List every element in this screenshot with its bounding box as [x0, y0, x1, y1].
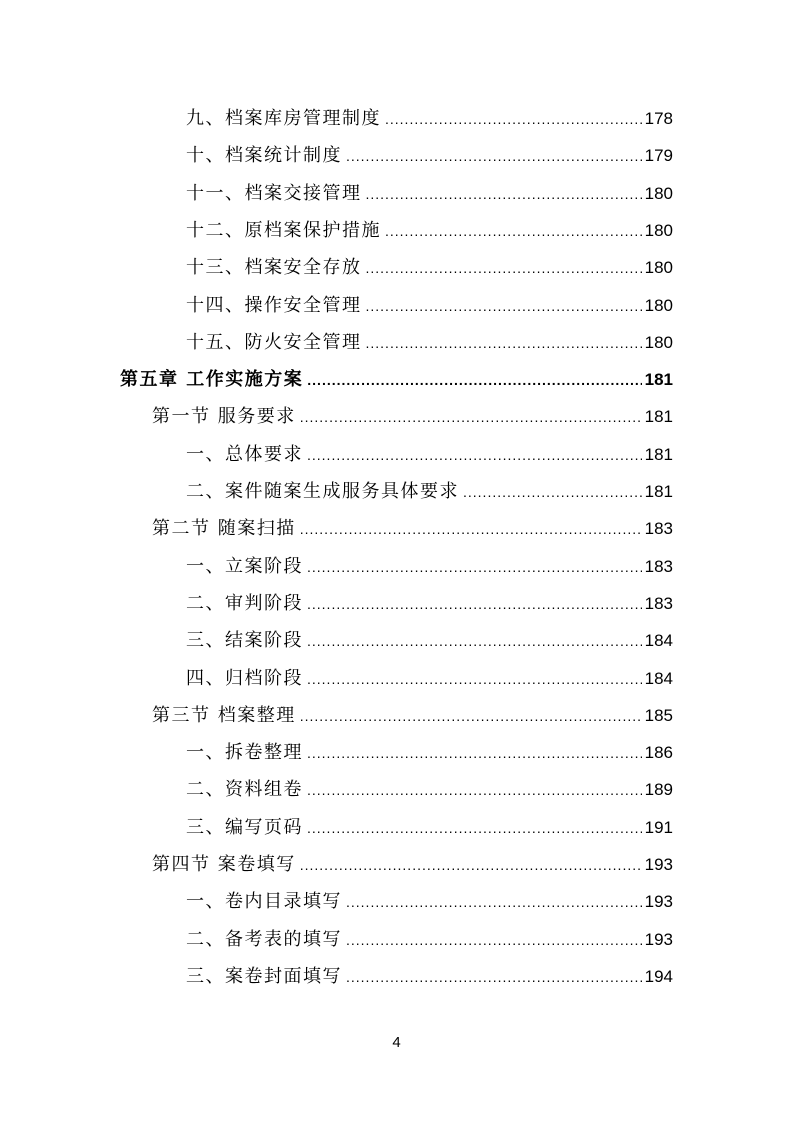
toc-entry-title: 二、备考表的填写 — [186, 928, 342, 950]
toc-entry-title: 一、立案阶段 — [186, 555, 303, 577]
toc-item-entry[interactable] — [186, 815, 673, 841]
toc-leader-dots — [307, 815, 642, 841]
toc-item-entry[interactable] — [186, 143, 673, 169]
toc-entry-title: 二、审判阶段 — [186, 592, 303, 614]
toc-entry-title: 第三节 档案整理 — [152, 704, 296, 726]
toc-entry-page: 183 — [644, 556, 673, 576]
toc-leader-dots — [300, 404, 642, 430]
toc-item-entry[interactable] — [186, 666, 673, 692]
toc-entry-page: 180 — [644, 258, 673, 278]
toc-item-entry[interactable] — [186, 255, 673, 281]
toc-entry-page: 186 — [644, 743, 673, 763]
toc-entry-page: 194 — [644, 966, 673, 986]
toc-leader-dots — [307, 442, 642, 468]
toc-item-entry[interactable] — [186, 777, 673, 803]
toc-entry-page: 178 — [644, 109, 673, 128]
toc-entry-title: 第二节 随案扫描 — [152, 518, 296, 540]
toc-entry-title: 第五章 工作实施方案 — [120, 369, 304, 391]
toc-item-entry[interactable] — [186, 181, 673, 207]
toc-leader-dots — [307, 777, 642, 803]
toc-item-entry[interactable] — [186, 330, 673, 356]
toc-leader-dots — [346, 889, 642, 915]
toc-leader-dots — [307, 628, 642, 654]
toc-item-entry[interactable] — [186, 554, 673, 580]
toc-item-entry[interactable] — [186, 964, 673, 990]
toc-item-entry[interactable] — [186, 591, 673, 617]
toc-entry-page: 184 — [644, 668, 673, 688]
page-number: 4 — [392, 1034, 401, 1051]
toc-entry-page: 183 — [644, 519, 673, 539]
toc-entry-page: 185 — [644, 705, 673, 725]
toc-entry-title: 十、档案统计制度 — [186, 145, 342, 167]
toc-item-entry[interactable] — [186, 628, 673, 654]
toc-entry-page: 193 — [644, 929, 673, 949]
toc-leader-dots — [346, 143, 642, 169]
toc-leader-dots — [366, 293, 642, 319]
toc-entry-title: 十三、档案安全存放 — [186, 257, 362, 279]
toc-entry-title: 十二、原档案保护措施 — [186, 219, 381, 241]
toc-section-entry[interactable] — [152, 404, 673, 430]
toc-leader-dots — [346, 927, 642, 953]
toc-chapter-entry[interactable] — [120, 367, 673, 393]
toc-leader-dots — [346, 964, 642, 990]
toc-entry-page: 181 — [644, 444, 673, 464]
toc-entry-title: 十五、防火安全管理 — [186, 331, 362, 353]
toc-entry-title: 三、案卷封面填写 — [186, 965, 342, 987]
toc-entry-title: 第四节 案卷填写 — [152, 854, 296, 875]
toc-entry-page: 180 — [644, 332, 673, 352]
toc-leader-dots — [385, 106, 642, 132]
toc-entry-title: 三、编写页码 — [186, 816, 303, 838]
toc-entry-title: 十四、操作安全管理 — [186, 294, 362, 316]
toc-entry-page: 180 — [644, 183, 673, 203]
toc-entry-page: 189 — [644, 780, 673, 800]
toc-entry-page: 184 — [644, 631, 673, 651]
toc-entry-page: 193 — [644, 892, 673, 912]
toc-item-entry[interactable] — [186, 442, 673, 468]
toc-leader-dots — [385, 218, 642, 244]
toc-entry-title: 九、档案库房管理制度 — [186, 108, 381, 129]
toc-section-entry[interactable] — [152, 516, 673, 542]
toc-leader-dots — [307, 666, 642, 692]
toc-item-entry[interactable] — [186, 927, 673, 953]
toc-entry-page: 183 — [644, 593, 673, 613]
toc-item-entry[interactable] — [186, 106, 673, 132]
toc-entry-title: 一、卷内目录填写 — [186, 891, 342, 913]
toc-leader-dots — [307, 740, 642, 766]
toc-entry-title: 二、案件随案生成服务具体要求 — [186, 481, 459, 502]
toc-entry-title: 第一节 服务要求 — [152, 406, 296, 428]
toc-entry-title: 三、结案阶段 — [186, 630, 303, 652]
toc-leader-dots — [307, 591, 642, 617]
toc-entry-page: 181 — [644, 370, 673, 390]
toc-entry-title: 十一、档案交接管理 — [186, 182, 362, 204]
toc-item-entry[interactable] — [186, 479, 673, 505]
toc-entry-page: 181 — [644, 407, 673, 427]
toc-entry-page: 180 — [644, 220, 673, 240]
toc-entry-page: 179 — [644, 146, 673, 166]
toc-leader-dots — [366, 181, 642, 207]
toc-item-entry[interactable] — [186, 740, 673, 766]
toc-leader-dots — [307, 367, 641, 393]
toc-leader-dots — [366, 330, 642, 356]
toc-section-entry[interactable] — [152, 703, 673, 729]
toc-leader-dots — [463, 479, 642, 505]
toc-leader-dots — [300, 703, 642, 729]
toc-entry-page: 193 — [644, 855, 673, 874]
toc-entry-title: 一、总体要求 — [186, 443, 303, 465]
toc-leader-dots — [300, 852, 642, 878]
toc-entry-title: 二、资料组卷 — [186, 779, 303, 801]
toc-entry-page: 180 — [644, 295, 673, 315]
toc-leader-dots — [366, 255, 642, 281]
toc-entry-page: 191 — [644, 817, 673, 837]
toc-item-entry[interactable] — [186, 889, 673, 915]
toc-entry-title: 一、拆卷整理 — [186, 742, 303, 764]
toc-leader-dots — [307, 554, 642, 580]
toc-item-entry[interactable] — [186, 218, 673, 244]
toc-entry-title: 四、归档阶段 — [186, 667, 303, 689]
toc-item-entry[interactable] — [186, 293, 673, 319]
toc-section-entry[interactable] — [152, 852, 673, 878]
toc-entry-page: 181 — [644, 482, 673, 501]
toc-leader-dots — [300, 516, 642, 542]
